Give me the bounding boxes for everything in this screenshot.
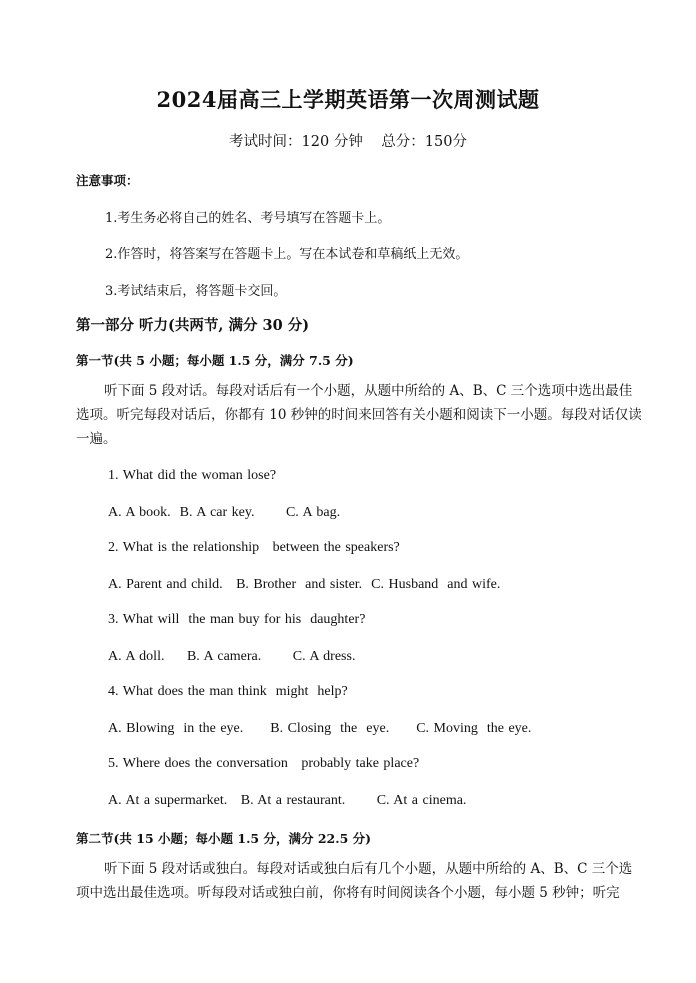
section1-instructions: 听下面 5 段对话。每段对话后有一个小题，从题中所给的 A、B、C 三个选项中选出最佳选项。听完每段对话后，你都有 10 秒钟的时间来回答有关小题和阅读下一小题。每段对话仅读一遍。 xyxy=(76,383,642,447)
notice-item: 2.作答时，将答案写在答题卡上。写在本试卷和草稿纸上无效。 xyxy=(105,247,469,262)
exam-time-and-score: 考试时间：120 分钟 总分：150分 xyxy=(229,134,467,150)
question-options: A. A doll. B. A camera. C. A dress. xyxy=(108,649,356,664)
notice-item: 1.考生务必将自己的姓名、考号填写在答题卡上。 xyxy=(105,211,391,226)
exam-title: 2024届高三上学期英语第一次周测试题 xyxy=(156,87,540,112)
question-stem: 1. What did the woman lose? xyxy=(108,468,277,483)
section2-heading: 第二节(共 15 小题；每小题 1.5 分，满分 22.5 分) xyxy=(76,831,372,846)
question-stem: 4. What does the man think might help? xyxy=(108,684,348,699)
question-options: A. At a supermarket. B. At a restaurant. C. At a cinema. xyxy=(108,793,467,808)
notice-item: 3.考试结束后，将答题卡交回。 xyxy=(105,284,287,299)
question-stem: 3. What will the man buy for his daughter? xyxy=(108,612,366,627)
part1-heading: 第一部分 听力(共两节, 满分 30 分) xyxy=(76,317,310,334)
section1-heading: 第一节(共 5 小题；每小题 1.5 分，满分 7.5 分) xyxy=(76,353,354,368)
question-options: A. A book. B. A car key. C. A bag. xyxy=(108,505,341,520)
notice-heading: 注意事项： xyxy=(76,173,139,188)
question-options: A. Parent and child. B. Brother and sister. C. Husband and wife. xyxy=(108,577,501,592)
question-stem: 5. Where does the conversation probably take place? xyxy=(108,756,420,771)
question-stem: 2. What is the relationship between the speakers? xyxy=(108,540,400,555)
section2-instructions: 听下面 5 段对话或独白。每段对话或独白后有几个小题，从题中所给的 A、B、C 三个选项中选出最佳选项。听每段对话或独白前，你将有时间阅读各个小题，每小题 5 秒钟；听完 xyxy=(76,861,633,901)
question-options: A. Blowing in the eye. B. Closing the eye. C. Moving the eye. xyxy=(108,721,532,736)
